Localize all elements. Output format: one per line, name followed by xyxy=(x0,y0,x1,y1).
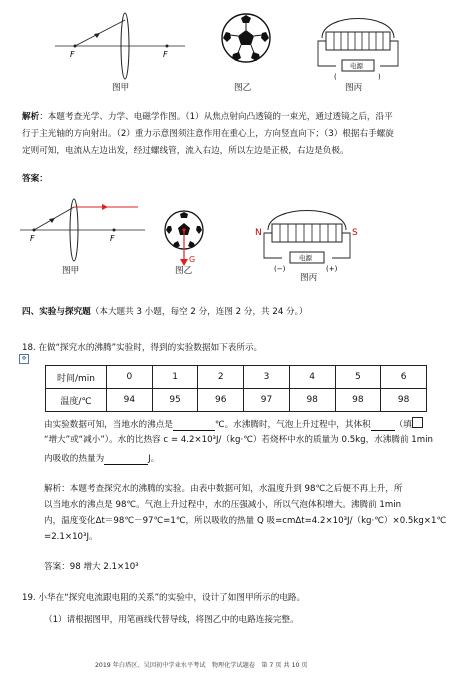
analysis1-line2: 行于主光轴的方向射出。（2）重力示意图须注意作用在重心上，方向竖直向下；（3）根据右手螺旋 xyxy=(22,129,394,139)
refracted-ray-arrow-icon xyxy=(102,204,108,210)
q18-analysis-line2: 以当地水的沸点是 98℃。气泡上升过程中，水的压强减小，所以气泡体积增大。沸腾前 1min xyxy=(44,500,402,510)
table-row-temp xyxy=(46,389,427,412)
gravity-label: G xyxy=(189,255,196,264)
q18-analysis-line3: 内，温度变化Δt＝98℃－97℃=1℃，所以吸收的热量 Q 吸=cmΔt=4.2×10³J/（kg·℃）×0.5kg×1℃ xyxy=(44,516,447,526)
section4-title: 四、实验与探究题 xyxy=(22,307,91,317)
table-cell: 1 xyxy=(152,366,198,389)
table-header-temp: 温度/℃ xyxy=(46,389,107,412)
table-cell: 6 xyxy=(381,366,427,389)
svg-text:F: F xyxy=(110,234,115,243)
q19-sub1: （1）请根据图甲，用笔画线代替导线，将图乙中的电路连接完整。 xyxy=(44,615,299,625)
terminal-plus: (+) xyxy=(326,265,338,272)
analysis1-label: 解析 xyxy=(22,112,40,122)
answer-blank-volume[interactable] xyxy=(371,418,395,431)
terminal-left: ( xyxy=(334,73,337,80)
table-cell: 98 xyxy=(381,389,427,412)
q18-data-table xyxy=(45,365,427,412)
table-cell: 98 xyxy=(289,389,335,412)
q19-stem: 19. 小华在“探究电流跟电阻的关系”的实验中，设计了如图甲所示的电路。 xyxy=(22,593,306,603)
table-cell: 94 xyxy=(107,389,153,412)
svg-text:F: F xyxy=(30,234,35,243)
pole-s-label: S xyxy=(352,228,358,238)
figure-yi-answer xyxy=(162,208,208,270)
q18-analysis-line1: 解析：本题考查探究水的沸腾的实验。由表中数据可知，水温度升到 98℃之后便不再上升，所 xyxy=(44,484,403,494)
figure-jia-top xyxy=(55,8,185,88)
pole-n-label: N xyxy=(255,228,262,238)
answer-blank-heat[interactable] xyxy=(104,452,148,465)
focus-point-left xyxy=(74,45,77,48)
table-cell: 3 xyxy=(244,366,290,389)
table-cell: 2 xyxy=(198,366,244,389)
terminal-minus: (−) xyxy=(274,265,286,272)
caption-bing-top: 图丙 xyxy=(345,83,363,93)
answer1-heading: 答案： xyxy=(22,174,48,184)
page-footer: 2019 年白塔区、吴因初中学业水平考试 物理化学试题卷 第 7 页 共 10 页 xyxy=(95,662,308,669)
table-cell: 98 xyxy=(335,389,381,412)
caption-yi-top: 图乙 xyxy=(234,83,252,93)
focus-label-right: F xyxy=(163,50,168,59)
power-source-label: 电源 xyxy=(350,62,363,70)
q18-question-line3: 内吸收的热量为 J。 xyxy=(44,454,160,464)
table-cell: 5 xyxy=(335,366,381,389)
figure-jia-answer xyxy=(20,195,145,267)
table-cell: 4 xyxy=(289,366,335,389)
caption-bing-answer: 图丙 xyxy=(300,273,318,283)
answer-blank-boiling-point[interactable] xyxy=(173,418,215,431)
caption-jia-top: 图甲 xyxy=(112,83,130,93)
q18-answer: 答案：98 增大 2.1×10³ xyxy=(44,562,139,572)
figure-bing-top xyxy=(308,8,408,80)
q18-question-line2: “增大”或“减小”）。水的比热容 c = 4.2×10³J/（kg·℃）若烧杯中水的质量为 0.5kg，水沸腾前 1min xyxy=(44,435,433,445)
terminal-right: ) xyxy=(378,73,381,80)
q18-question-line1: 由实验数据可知，当地水的沸点是 ℃。水沸腾时，气泡上升过程中，其体积 （填 xyxy=(44,420,412,430)
focus-point-right xyxy=(166,45,169,48)
section4-heading xyxy=(22,306,308,318)
table-row-time xyxy=(46,366,427,389)
figure-yi-top xyxy=(218,10,274,66)
table-cell: 0 xyxy=(107,366,153,389)
q18-analysis-line4: =2.1×10³J。 xyxy=(44,532,98,542)
analysis1-line1: 解析：本题考查光学、力学、电磁学作图。（1）从焦点射向凸透镜的一束光，通过透镜之后，沿平 xyxy=(22,112,393,122)
caption-yi-answer: 图乙 xyxy=(175,266,193,276)
table-cell: 96 xyxy=(198,389,244,412)
checkbox-icon[interactable] xyxy=(412,412,423,431)
svg-text:电源: 电源 xyxy=(299,254,312,262)
table-header-time: 时间/min xyxy=(46,366,107,389)
caption-jia-answer: 图甲 xyxy=(62,266,80,276)
figure-bing-answer xyxy=(250,200,365,272)
analysis1-line3: 定则可知，电流从左边出发，经过螺线管，流入右边，所以左边是正极，右边是负极。 xyxy=(22,146,349,156)
table-cell: 97 xyxy=(244,389,290,412)
section4-note: （本大题共 3 小题，每空 2 分，连图 2 分，共 24 分。） xyxy=(90,307,308,317)
focus-label-left: F xyxy=(70,50,75,59)
table-cell: 95 xyxy=(152,389,198,412)
table-move-handle-icon[interactable]: ✥ xyxy=(19,354,29,364)
q18-stem: 18. 在做“探究水的沸腾”实验时，得到的实验数据如下表所示。 xyxy=(22,343,263,353)
